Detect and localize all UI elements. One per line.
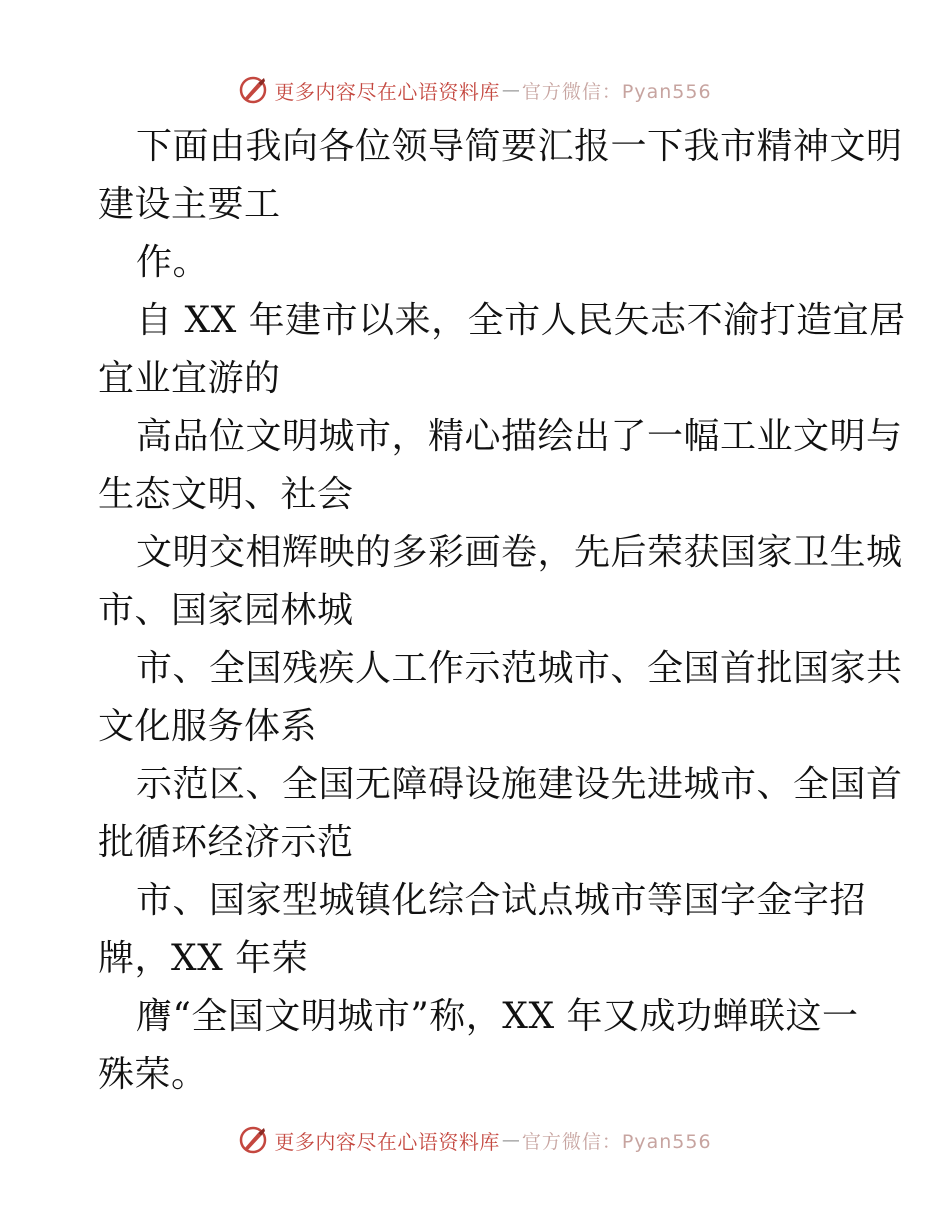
paragraph-line: 文明交相辉映的多彩画卷，先后荣获国家卫生城 — [136, 532, 903, 573]
paragraph-line: 示范区、全国无障碍设施建设先进城市、全国首 — [136, 764, 903, 805]
paragraph-line: 生态文明、社会 — [98, 474, 354, 515]
banner-separator: — — [501, 79, 520, 101]
header-watermark — [0, 70, 950, 110]
paragraph-line: 膺“全国文明城市”称，XX 年又成功蝉联这一 — [136, 996, 859, 1037]
paragraph-line: 作。 — [136, 242, 210, 283]
paragraph-line: 宜业宜游的 — [98, 358, 281, 399]
paragraph-line: 殊荣。 — [98, 1054, 208, 1095]
paragraph-line: 建设主要工 — [98, 184, 281, 225]
banner-separator: — — [501, 1129, 520, 1151]
paragraph-line: 市、国家型城镇化综合试点城市等国字金字招 — [136, 880, 867, 921]
footer-watermark — [0, 1120, 950, 1160]
paragraph-line: 自 XX 年建市以来，全市人民矢志不渝打造宜居 — [136, 300, 906, 341]
paragraph-line: 批循环经济示范 — [98, 822, 354, 863]
banner-wechat-text: 官方微信：Pyan556 — [521, 80, 712, 103]
paragraph-line: 高品位文明城市，精心描绘出了一幅工业文明与 — [136, 416, 903, 457]
paragraph-line: 牌，XX 年荣 — [98, 938, 309, 979]
quill-pen-logo-icon — [238, 75, 268, 105]
document-body — [98, 118, 906, 1104]
paragraph-line: 文化服务体系 — [98, 706, 318, 747]
banner-main-text: 更多内容尽在心语资料库 — [274, 79, 500, 104]
paragraph-line: 下面由我向各位领导简要汇报一下我市精神文明 — [136, 126, 903, 167]
banner-wechat-text: 官方微信：Pyan556 — [521, 1130, 712, 1153]
paragraph-line: 市、国家园林城 — [98, 590, 354, 631]
paragraph-line: 市、全国残疾人工作示范城市、全国首批国家共 — [136, 648, 903, 689]
quill-pen-logo-icon — [238, 1125, 268, 1155]
banner-main-text: 更多内容尽在心语资料库 — [274, 1129, 500, 1154]
